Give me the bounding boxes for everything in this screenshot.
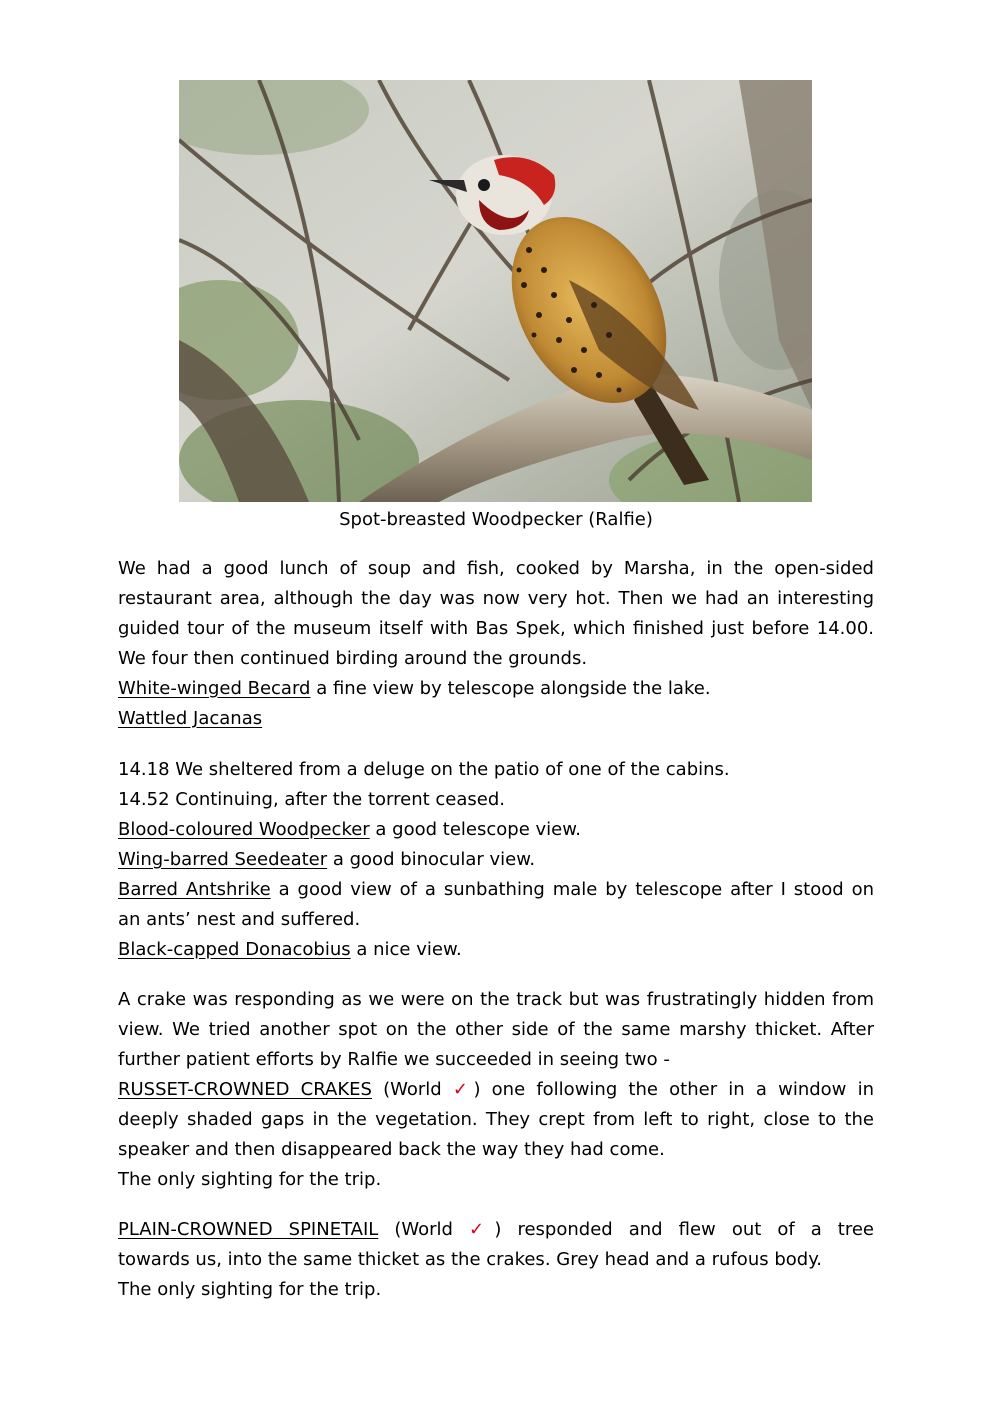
- text-line: The only sighting for the trip.: [118, 1169, 382, 1190]
- text-line: deeply shaded gaps in the vegetation. They crept from left to right, close to the: [118, 1109, 874, 1130]
- text-line: The only sighting for the trip.: [118, 1279, 382, 1300]
- species-name: Wing-barred Seedeater: [118, 849, 328, 870]
- species-name: Barred Antshrike: [118, 879, 271, 900]
- sighting-note: (World: [371, 1079, 453, 1100]
- sighting-note: ) one following the other in a window in: [473, 1079, 874, 1100]
- paragraph-crakes: [118, 985, 874, 1195]
- text-line: restaurant area, although the day was now very hot. Then we had an interesting: [118, 588, 874, 609]
- species-name: Wattled Jacanas: [118, 708, 263, 729]
- sighting-note: a good view of a sunbathing male by telescope after I stood on: [270, 879, 875, 900]
- sighting-note: a fine view by telescope alongside the lake.: [310, 678, 711, 699]
- woodpecker-photo: [179, 80, 812, 502]
- sighting-line: [118, 815, 874, 845]
- text-line: towards us, into the same thicket as the crakes. Grey head and a rufous body.: [118, 1249, 822, 1270]
- text-line: further patient efforts by Ralfie we succeeded in seeing two -: [118, 1049, 670, 1070]
- species-name: White-winged Becard: [118, 678, 311, 699]
- text-line: view. We tried another spot on the other side of the same marshy thicket. After: [118, 1019, 874, 1040]
- sighting-note: ) responded and flew out of a tree: [494, 1219, 874, 1240]
- sighting-note: (World: [378, 1219, 470, 1240]
- sighting-note: a good telescope view.: [369, 819, 582, 840]
- species-name: PLAIN-CROWNED SPINETAIL: [118, 1219, 379, 1240]
- sighting-line: [118, 935, 874, 965]
- sighting-line: [118, 1215, 874, 1245]
- text-line: A crake was responding as we were on the track but was frustratingly hidden from: [118, 989, 874, 1010]
- species-name: Black-capped Donacobius: [118, 939, 351, 960]
- tick-icon: ✓: [469, 1219, 495, 1240]
- text-line: guided tour of the museum itself with Bas Spek, which finished just before 14.00.: [118, 618, 874, 639]
- paragraph-afternoon: [118, 755, 874, 965]
- sighting-line: [118, 704, 874, 734]
- text-line: speaker and then disappeared back the way they had come.: [118, 1139, 665, 1160]
- species-name: RUSSET-CROWNED CRAKES: [118, 1079, 372, 1100]
- text-line: We four then continued birding around the grounds.: [118, 648, 588, 669]
- paragraph-lunch: [118, 554, 874, 734]
- text-line: 14.52 Continuing, after the torrent ceased.: [118, 789, 505, 810]
- sighting-note: a nice view.: [350, 939, 462, 960]
- species-name: Blood-coloured Woodpecker: [118, 819, 370, 840]
- paragraph-spinetail: [118, 1215, 874, 1305]
- text-line: an ants’ nest and suffered.: [118, 909, 361, 930]
- sighting-line: [118, 674, 874, 704]
- sighting-line: [118, 845, 874, 875]
- sighting-line: [118, 1075, 874, 1105]
- tick-icon: ✓: [452, 1079, 474, 1100]
- text-line: 14.18 We sheltered from a deluge on the patio of one of the cabins.: [118, 759, 730, 780]
- photo-caption: Spot-breasted Woodpecker (Ralfie): [339, 509, 653, 530]
- sighting-note: a good binocular view.: [327, 849, 536, 870]
- sighting-line: [118, 875, 874, 905]
- text-line: We had a good lunch of soup and fish, cooked by Marsha, in the open-sided: [118, 558, 874, 579]
